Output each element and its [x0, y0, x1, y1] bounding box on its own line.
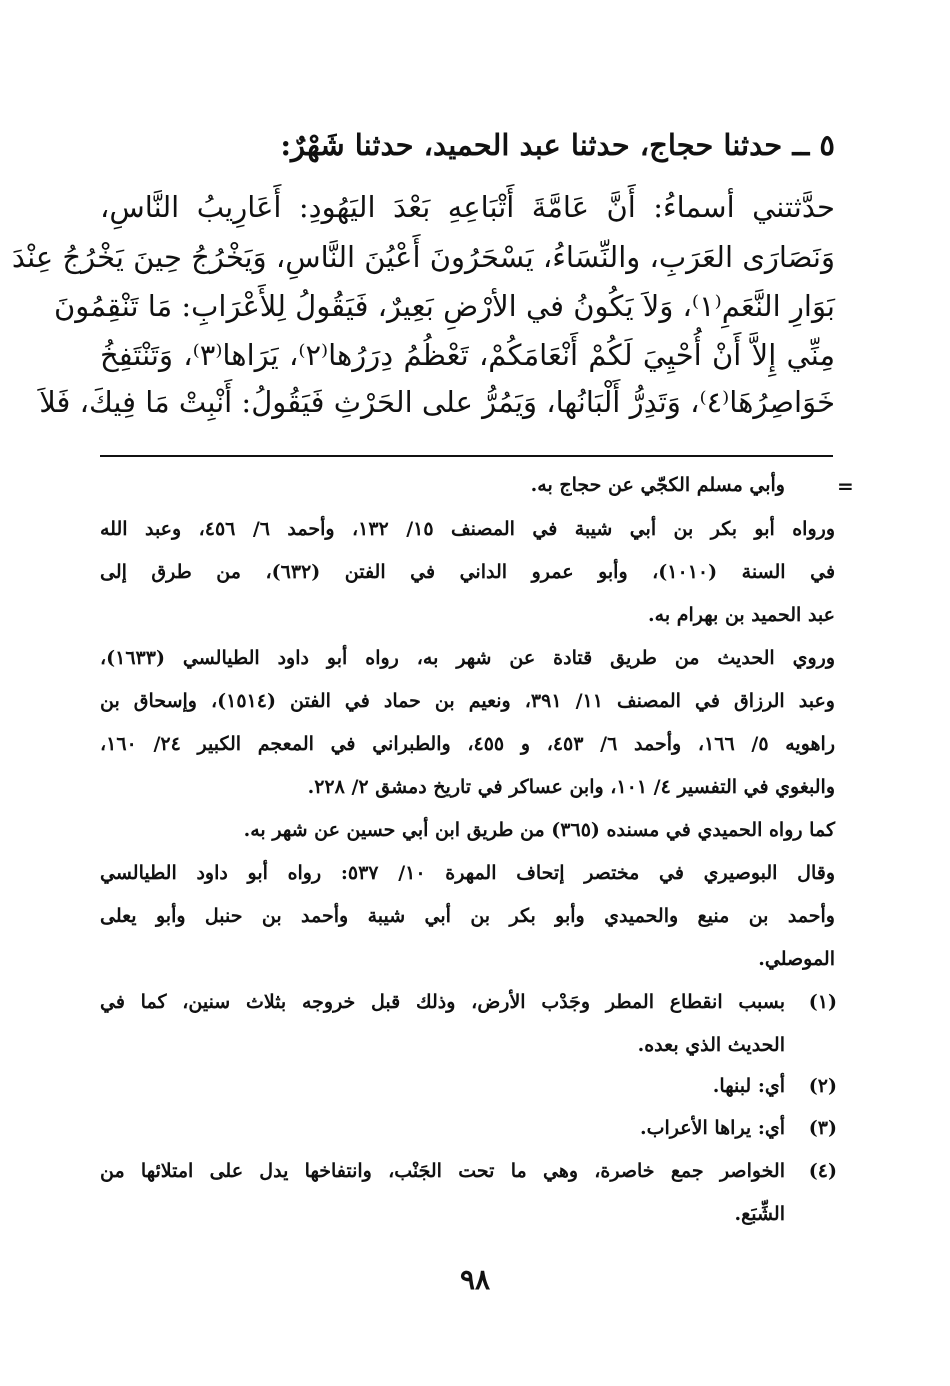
- hadith-line: وَنَصَارَى العَرَبِ، والنِّسَاءُ، يَسْحَرُونَ أَعْيُنَ النَّاسِ، وَيَخْرُجُ حِينَ يَخْرُجُ عِنْدَ: [11, 240, 835, 274]
- footnote-line: وروي الحديث من طريق قتادة عن شهر به، رواه أبو داود الطيالسي (١٦٣٣)،: [100, 647, 835, 669]
- footnote-line: عبد الحميد بن بهرام به.: [648, 604, 835, 626]
- footnote-number: (٢): [808, 1075, 837, 1097]
- footnote-number: (٣): [808, 1117, 837, 1139]
- footnote-separator: [100, 455, 833, 457]
- hadith-line: حدَّثتني أسماءُ: أَنَّ عَامَّةَ أَتْبَاعِهِ بَعْدَ اليَهُودِ: أَعَارِيبُ النَّاسِ،: [100, 190, 835, 224]
- footnote-line: وعبد الرزاق في المصنف ١١/ ٣٩١، ونعيم بن حماد في الفتن (١٥١٤)، وإسحاق بن: [100, 690, 835, 712]
- footnote-note-line: الحديث الذي بعده.: [637, 1034, 785, 1056]
- footnote-note-line: الشِّبَع.: [734, 1203, 785, 1225]
- footnote-note-line: الخواصر جمع خاصرة، وهي ما تحت الجَنْب، وانتفاخها يدل على امتلائها من: [100, 1160, 785, 1182]
- footnote-line: وقال البوصيري في مختصر إتحاف المهرة ١٠/ ٥٣٧: رواه أبو داود الطيالسي: [100, 862, 836, 884]
- hadith-line: بَوَارِ النَّعَمِ⁽١⁾، وَلاَ يَكُونُ في الأرْضِ بَعِيرٌ، فَيَقُولُ لِلأَعْرَابِ: مَا تَنْقِمُونَ: [53, 289, 835, 323]
- page-content: [11, 0, 837, 1386]
- page-number: ٩٨: [459, 1263, 491, 1296]
- hadith-line: مِنِّي إِلاَّ أَنْ أُحْيِيَ لَكُمْ أَنْعَامَكُمْ، تَعْظُمُ دِرَرُها⁽٢⁾، يَرَاها⁽٣⁾، وَتَنْتَفِخُ: [100, 338, 835, 372]
- footnote-note-line: بسبب انقطاع المطر وجَدْب الأرض، وذلك قبل خروجه بثلاث سنين، كما في: [100, 991, 785, 1013]
- footnote-line: الموصلي.: [758, 948, 835, 970]
- footnote-number: (١): [808, 991, 837, 1013]
- footnote-note-line: أي: لبنها.: [712, 1075, 785, 1097]
- footnote-line: في السنة (١٠١٠)، وأبو عمرو الداني في الفتن (٦٣٢)، من طرق إلى: [100, 561, 836, 583]
- hadith-heading: ٥ ــ حدثنا حجاج، حدثنا عبد الحميد، حدثنا شَهْرٌ:: [280, 128, 835, 162]
- footnote-line: وأبي مسلم الكجّي عن حجاج به.: [530, 474, 785, 496]
- footnote-line: ورواه أبو بكر بن أبي شيبة في المصنف ١٥/ ١٣٢، وأحمد ٦/ ٤٥٦، وعبد الله: [100, 518, 835, 540]
- hadith-line: خَوَاصِرُهَا⁽٤⁾، وَتَدِرُّ أَلْبَانُها، وَيَمُرُّ على الحَرْثِ فَيَقُولُ: أَنْبِتْ مَا فِيكَ، فَلاَ: [39, 385, 835, 419]
- footnote-line: وأحمد بن منيع والحميدي وأبو بكر بن أبي شيبة وأحمد بن حنبل وأبو يعلى: [100, 905, 835, 927]
- footnote-line: راهويه ٥/ ١٦٦، وأحمد ٦/ ٤٥٣، و ٤٥٥، والطبراني في المعجم الكبير ٢٤/ ١٦٠،: [100, 733, 836, 755]
- footnote-continuation-mark: =: [837, 474, 854, 498]
- footnote-line: كما رواه الحميدي في مسنده (٣٦٥) من طريق ابن أبي حسين عن شهر به.: [243, 819, 835, 841]
- footnote-number: (٤): [808, 1160, 837, 1182]
- footnote-line: والبغوي في التفسير ٤/ ١٠١، وابن عساكر في تاريخ دمشق ٢/ ٢٢٨.: [307, 776, 835, 798]
- footnote-note-line: أي: يراها الأعراب.: [640, 1117, 785, 1139]
